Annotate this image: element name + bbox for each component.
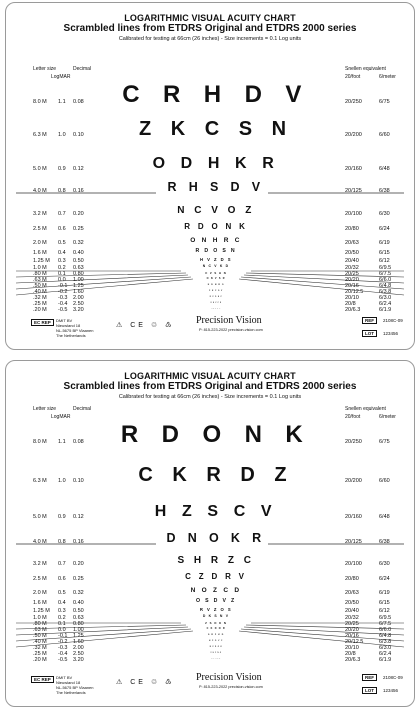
snellen-feet-value: 20/8 xyxy=(345,301,356,307)
letter-size-value: .32 M xyxy=(33,645,47,651)
snellen-feet-value: 20/40 xyxy=(345,258,359,264)
snellen-meter-value: 6/12 xyxy=(379,258,390,264)
snellen-feet-value: 20/20 xyxy=(345,627,359,633)
ec-rep-label: EC REP xyxy=(31,319,54,326)
snellen-feet-value: 20/50 xyxy=(345,600,359,606)
decimal-value: 0.50 xyxy=(73,258,84,264)
snellen-feet-value: 20/63 xyxy=(345,590,359,596)
optotype-line: N C V O Z xyxy=(177,205,255,216)
header-logmar: LogMAR xyxy=(51,414,71,420)
guide-lines xyxy=(6,3,414,349)
acuity-chart-card-1 xyxy=(5,2,415,350)
header-snellen: Snellen equivalent xyxy=(345,66,386,72)
snellen-meter-value: 6/38 xyxy=(379,188,390,194)
decimal-value: 0.16 xyxy=(73,188,84,194)
logmar-value: 0.8 xyxy=(58,188,66,194)
snellen-meter-value: 6/7.5 xyxy=(379,621,392,627)
decimal-value: 2.50 xyxy=(73,301,84,307)
logmar-value: -0.5 xyxy=(58,307,68,313)
logmar-value: -0.3 xyxy=(58,295,68,301)
logmar-value: 0.3 xyxy=(58,608,66,614)
logmar-value: -0.1 xyxy=(58,633,68,639)
fan-lines-right xyxy=(239,623,404,647)
decimal-value: 1.60 xyxy=(73,639,84,645)
snellen-feet-value: 20/16 xyxy=(345,283,359,289)
brand-contact: P: 815-223-2022 precision-vision.com xyxy=(199,328,263,332)
letter-size-value: 4.0 M xyxy=(33,539,47,545)
lot-value: 123456 xyxy=(383,331,399,336)
letter-size-value: .63 M xyxy=(33,627,47,633)
snellen-feet-value: 20/12.5 xyxy=(345,639,364,645)
optotype-line: R D O S N xyxy=(195,247,237,254)
letter-size-value: 6.3 M xyxy=(33,478,47,484)
letter-size-value: 6.3 M xyxy=(33,132,47,138)
snellen-meter-value: 6/3.0 xyxy=(379,645,392,651)
letter-size-value: 1.0 M xyxy=(33,265,47,271)
snellen-meter-value: 6/6.0 xyxy=(379,627,392,633)
snellen-feet-value: 20/25 xyxy=(345,621,359,627)
logmar-value: -0.2 xyxy=(58,289,68,295)
snellen-meter-value: 6/3.8 xyxy=(379,639,392,645)
optotype-line: Z K C S N xyxy=(138,118,294,140)
logmar-value: 0.3 xyxy=(58,258,66,264)
snellen-feet-value: 20/125 xyxy=(345,188,362,194)
letter-size-value: .40 M xyxy=(33,639,47,645)
optotype-line: S V H C Z xyxy=(211,659,221,661)
snellen-meter-value: 6/1.9 xyxy=(379,657,392,663)
header-meter: 6/meter xyxy=(379,414,396,420)
snellen-feet-value: 20/10 xyxy=(345,295,359,301)
fan-lines-right xyxy=(239,271,404,295)
decimal-value: 0.16 xyxy=(73,539,84,545)
snellen-feet-value: 20/250 xyxy=(345,99,362,105)
optotype-line: H Z O V C xyxy=(209,639,223,642)
chart-subtitle: Scrambled lines from ETDRS Original and ETDRS 2000 series xyxy=(63,381,357,392)
header-decimal: Decimal xyxy=(73,406,92,412)
decimal-value: 3.20 xyxy=(73,657,84,663)
snellen-meter-value: 6/4.8 xyxy=(379,283,392,289)
snellen-meter-value: 6/60 xyxy=(379,478,390,484)
chart-subtitle: Scrambled lines from ETDRS Original and ETDRS 2000 series xyxy=(63,23,357,34)
decimal-value: 0.80 xyxy=(73,621,84,627)
snellen-feet-value: 20/80 xyxy=(345,226,359,232)
snellen-feet-value: 20/6.3 xyxy=(345,657,361,663)
snellen-feet-value: 20/80 xyxy=(345,576,359,582)
logmar-value: -0.5 xyxy=(58,657,68,663)
header-meter: 6/meter xyxy=(379,74,396,80)
decimal-value: 0.63 xyxy=(73,265,84,271)
regulatory-marks: ⚠ CE ♲ ♳ xyxy=(116,679,175,686)
snellen-meter-value: 6/3.8 xyxy=(379,289,392,295)
header-logmar: LogMAR xyxy=(51,74,71,80)
snellen-meter-value: 6/24 xyxy=(379,226,390,232)
snellen-feet-value: 20/10 xyxy=(345,645,359,651)
decimal-value: 0.08 xyxy=(73,439,84,445)
letter-size-value: .80 M xyxy=(33,621,47,627)
optotype-line: N O Z C D xyxy=(190,586,242,594)
optotype-line: N V D O K xyxy=(209,646,223,648)
brand-logo: Precision Vision xyxy=(196,315,262,326)
letter-size-value: .80 M xyxy=(33,271,47,277)
header-letter-size: Letter size xyxy=(33,406,57,412)
decimal-value: 0.10 xyxy=(73,478,84,484)
optotype-line: S H R Z C xyxy=(177,555,255,566)
guide-lines xyxy=(6,361,414,706)
ref-label: REF xyxy=(362,317,377,324)
logmar-value: 0.2 xyxy=(58,265,66,271)
snellen-meter-value: 6/75 xyxy=(379,99,390,105)
snellen-meter-value: 6/2.4 xyxy=(379,651,392,657)
logmar-value: 0.7 xyxy=(58,211,66,217)
snellen-feet-value: 20/200 xyxy=(345,478,362,484)
letter-size-value: 8.0 M xyxy=(33,99,47,105)
header-letter-size: Letter size xyxy=(33,66,57,72)
snellen-meter-value: 6/48 xyxy=(379,514,390,520)
optotype-line: C K R D Z xyxy=(138,464,294,486)
decimal-value: 0.12 xyxy=(73,514,84,520)
letter-size-value: .40 M xyxy=(33,289,47,295)
decimal-value: 1.00 xyxy=(73,277,84,283)
decimal-value: 0.32 xyxy=(73,590,84,596)
chart-title: LOGARITHMIC VISUAL ACUITY CHART xyxy=(124,371,296,381)
logmar-value: -0.2 xyxy=(58,639,68,645)
optotype-line: C R H D V xyxy=(122,80,310,108)
letter-size-value: 5.0 M xyxy=(33,166,47,172)
decimal-value: 0.20 xyxy=(73,561,84,567)
letter-size-value: 2.5 M xyxy=(33,226,47,232)
decimal-value: 1.00 xyxy=(73,627,84,633)
logmar-value: 1.1 xyxy=(58,439,66,445)
ref-value: 2108C-09 xyxy=(383,318,403,323)
logmar-value: 0.6 xyxy=(58,576,66,582)
chart-footer xyxy=(6,670,414,706)
letter-size-value: 8.0 M xyxy=(33,439,47,445)
optotype-line: R H S D V xyxy=(167,180,265,194)
snellen-meter-value: 6/24 xyxy=(379,576,390,582)
optotype-line: D K S N V xyxy=(202,614,230,619)
snellen-feet-value: 20/12.5 xyxy=(345,289,364,295)
letter-size-value: .50 M xyxy=(33,633,47,639)
logmar-value: -0.4 xyxy=(58,651,68,657)
decimal-value: 1.25 xyxy=(73,283,84,289)
ref-value: 2108C-09 xyxy=(383,675,403,680)
snellen-feet-value: 20/6.3 xyxy=(345,307,361,313)
lot-label: LOT xyxy=(362,687,377,694)
letter-size-value: .20 M xyxy=(33,657,47,663)
header-feet: 20/foot xyxy=(345,74,361,80)
logmar-value: 0.8 xyxy=(58,539,66,545)
letter-size-value: .63 M xyxy=(33,277,47,283)
letter-size-value: 5.0 M xyxy=(33,514,47,520)
snellen-meter-value: 6/60 xyxy=(379,132,390,138)
snellen-feet-value: 20/20 xyxy=(345,277,359,283)
calibration-note: Calibrated for testing at 66cm (26 inches) - Size increments = 0.1 Log units xyxy=(118,394,302,400)
snellen-meter-value: 6/19 xyxy=(379,240,390,246)
snellen-meter-value: 6/4.8 xyxy=(379,633,392,639)
snellen-feet-value: 20/16 xyxy=(345,633,359,639)
header-decimal: Decimal xyxy=(73,66,92,72)
snellen-feet-value: 20/250 xyxy=(345,439,362,445)
snellen-feet-value: 20/125 xyxy=(345,539,362,545)
logmar-value: 0.0 xyxy=(58,277,66,283)
snellen-meter-value: 6/15 xyxy=(379,600,390,606)
ec-rep-label: EC REP xyxy=(31,676,54,683)
snellen-meter-value: 6/30 xyxy=(379,561,390,567)
snellen-meter-value: 6/9.5 xyxy=(379,265,392,271)
letter-size-value: 3.2 M xyxy=(33,561,47,567)
decimal-value: 2.50 xyxy=(73,651,84,657)
decimal-value: 3.20 xyxy=(73,307,84,313)
logmar-value: -0.4 xyxy=(58,301,68,307)
optotype-line: Z K C S V xyxy=(209,289,223,292)
snellen-meter-value: 6/9.5 xyxy=(379,615,392,621)
optotype-line: C K D N R xyxy=(206,627,226,631)
brand-contact: P: 815-223-2022 precision-vision.com xyxy=(199,685,263,689)
snellen-meter-value: 6/7.5 xyxy=(379,271,392,277)
letter-size-value: 1.6 M xyxy=(33,250,47,256)
regulatory-marks: ⚠ CE ♲ ♳ xyxy=(116,322,175,329)
optotype-line: R V Z O S xyxy=(199,606,233,612)
letter-size-value: .32 M xyxy=(33,295,47,301)
logmar-value: 1.1 xyxy=(58,99,66,105)
snellen-meter-value: 6/48 xyxy=(379,166,390,172)
decimal-value: 0.25 xyxy=(73,576,84,582)
snellen-feet-value: 20/50 xyxy=(345,250,359,256)
letter-size-value: .50 M xyxy=(33,283,47,289)
decimal-value: 0.20 xyxy=(73,211,84,217)
optotype-line: R D O N K xyxy=(120,420,312,448)
decimal-value: 0.63 xyxy=(73,615,84,621)
snellen-feet-value: 20/25 xyxy=(345,271,359,277)
letter-size-value: 1.6 M xyxy=(33,600,47,606)
brand-logo: Precision Vision xyxy=(196,672,262,683)
optotype-line: C Z S H N xyxy=(205,270,227,275)
optotype-line: R D O N K xyxy=(184,221,248,231)
snellen-meter-value: 6/38 xyxy=(379,539,390,545)
decimal-value: 0.25 xyxy=(73,226,84,232)
lot-label: LOT xyxy=(362,330,377,337)
logmar-value: 0.9 xyxy=(58,514,66,520)
logmar-value: 0.1 xyxy=(58,271,66,277)
letter-size-value: 1.25 M xyxy=(33,608,50,614)
decimal-value: 0.10 xyxy=(73,132,84,138)
letter-size-value: 4.0 M xyxy=(33,188,47,194)
fan-lines-left xyxy=(16,271,193,295)
optotype-line: O S D V Z xyxy=(195,597,236,604)
decimal-value: 0.40 xyxy=(73,600,84,606)
letter-size-value: 2.0 M xyxy=(33,240,47,246)
lot-value: 123456 xyxy=(383,688,399,693)
acuity-chart-card-2 xyxy=(5,360,415,707)
header-feet: 20/foot xyxy=(345,414,361,420)
snellen-feet-value: 20/8 xyxy=(345,651,356,657)
snellen-feet-value: 20/100 xyxy=(345,561,362,567)
optotype-line: C Z D R V xyxy=(185,571,247,581)
optotype-line: H V Z D S xyxy=(199,256,233,262)
logmar-value: 0.1 xyxy=(58,621,66,627)
chart-footer xyxy=(6,313,414,349)
snellen-meter-value: 6/6.0 xyxy=(379,277,392,283)
optotype-line: S R Z K D xyxy=(207,634,225,637)
snellen-feet-value: 20/160 xyxy=(345,514,362,520)
snellen-meter-value: 6/1.9 xyxy=(379,307,392,313)
optotype-line: D N O K R xyxy=(166,531,266,545)
decimal-value: 0.32 xyxy=(73,240,84,246)
logmar-value: 0.2 xyxy=(58,615,66,621)
logmar-value: 1.0 xyxy=(58,132,66,138)
header-snellen: Snellen equivalent xyxy=(345,406,386,412)
snellen-feet-value: 20/100 xyxy=(345,211,362,217)
logmar-value: 0.0 xyxy=(58,627,66,633)
decimal-value: 0.80 xyxy=(73,271,84,277)
logmar-value: -0.3 xyxy=(58,645,68,651)
snellen-meter-value: 6/19 xyxy=(379,590,390,596)
decimal-value: 0.08 xyxy=(73,99,84,105)
optotype-line: Z S O K N xyxy=(205,620,227,625)
logmar-value: 0.4 xyxy=(58,600,66,606)
letter-size-value: 2.0 M xyxy=(33,590,47,596)
ref-label: REF xyxy=(362,674,377,681)
snellen-meter-value: 6/75 xyxy=(379,439,390,445)
optotype-line: H Z S C V xyxy=(154,503,278,521)
fan-lines-left xyxy=(16,623,193,647)
snellen-feet-value: 20/63 xyxy=(345,240,359,246)
optotype-line: O H V C K xyxy=(210,302,222,304)
letter-size-value: 3.2 M xyxy=(33,211,47,217)
letter-size-value: 1.0 M xyxy=(33,615,47,621)
letter-size-value: .25 M xyxy=(33,301,47,307)
logmar-value: -0.1 xyxy=(58,283,68,289)
address: DMIT BV Nieuwland 18 NL-5675 BP Vlaanen The Netherlands xyxy=(56,318,94,338)
optotype-line: O N V S R xyxy=(206,277,226,281)
decimal-value: 2.00 xyxy=(73,645,84,651)
snellen-feet-value: 20/32 xyxy=(345,265,359,271)
optotype-line: H Z C K O xyxy=(211,309,221,311)
chart-title: LOGARITHMIC VISUAL ACUITY CHART xyxy=(124,13,296,23)
snellen-meter-value: 6/30 xyxy=(379,211,390,217)
snellen-feet-value: 20/40 xyxy=(345,608,359,614)
decimal-value: 1.60 xyxy=(73,289,84,295)
snellen-meter-value: 6/15 xyxy=(379,250,390,256)
snellen-meter-value: 6/2.4 xyxy=(379,301,392,307)
snellen-meter-value: 6/3.0 xyxy=(379,295,392,301)
logmar-value: 0.7 xyxy=(58,561,66,567)
letter-size-value: .25 M xyxy=(33,651,47,657)
address: DMIT BV Nieuwland 18 NL-5675 BP Vlaanen The Netherlands xyxy=(56,675,94,695)
optotype-line: K D N R O xyxy=(207,284,225,287)
snellen-feet-value: 20/32 xyxy=(345,615,359,621)
logmar-value: 0.4 xyxy=(58,250,66,256)
logmar-value: 0.6 xyxy=(58,226,66,232)
snellen-feet-value: 20/200 xyxy=(345,132,362,138)
letter-size-value: .20 M xyxy=(33,307,47,313)
logmar-value: 0.9 xyxy=(58,166,66,172)
optotype-line: N C V K D xyxy=(202,264,230,269)
snellen-feet-value: 20/160 xyxy=(345,166,362,172)
letter-size-value: 1.25 M xyxy=(33,258,50,264)
letter-size-value: 2.5 M xyxy=(33,576,47,582)
decimal-value: 0.12 xyxy=(73,166,84,172)
logmar-value: 0.5 xyxy=(58,240,66,246)
optotype-line: D V O H C xyxy=(209,296,223,298)
snellen-meter-value: 6/12 xyxy=(379,608,390,614)
decimal-value: 2.00 xyxy=(73,295,84,301)
optotype-line: V H C N O xyxy=(210,652,222,654)
logmar-value: 0.5 xyxy=(58,590,66,596)
logmar-value: 1.0 xyxy=(58,478,66,484)
decimal-value: 1.25 xyxy=(73,633,84,639)
optotype-line: O N H R C xyxy=(190,236,242,244)
decimal-value: 0.40 xyxy=(73,250,84,256)
decimal-value: 0.50 xyxy=(73,608,84,614)
optotype-line: O D H K R xyxy=(152,155,280,173)
calibration-note: Calibrated for testing at 66cm (26 inches) - Size increments = 0.1 Log units xyxy=(118,36,302,42)
